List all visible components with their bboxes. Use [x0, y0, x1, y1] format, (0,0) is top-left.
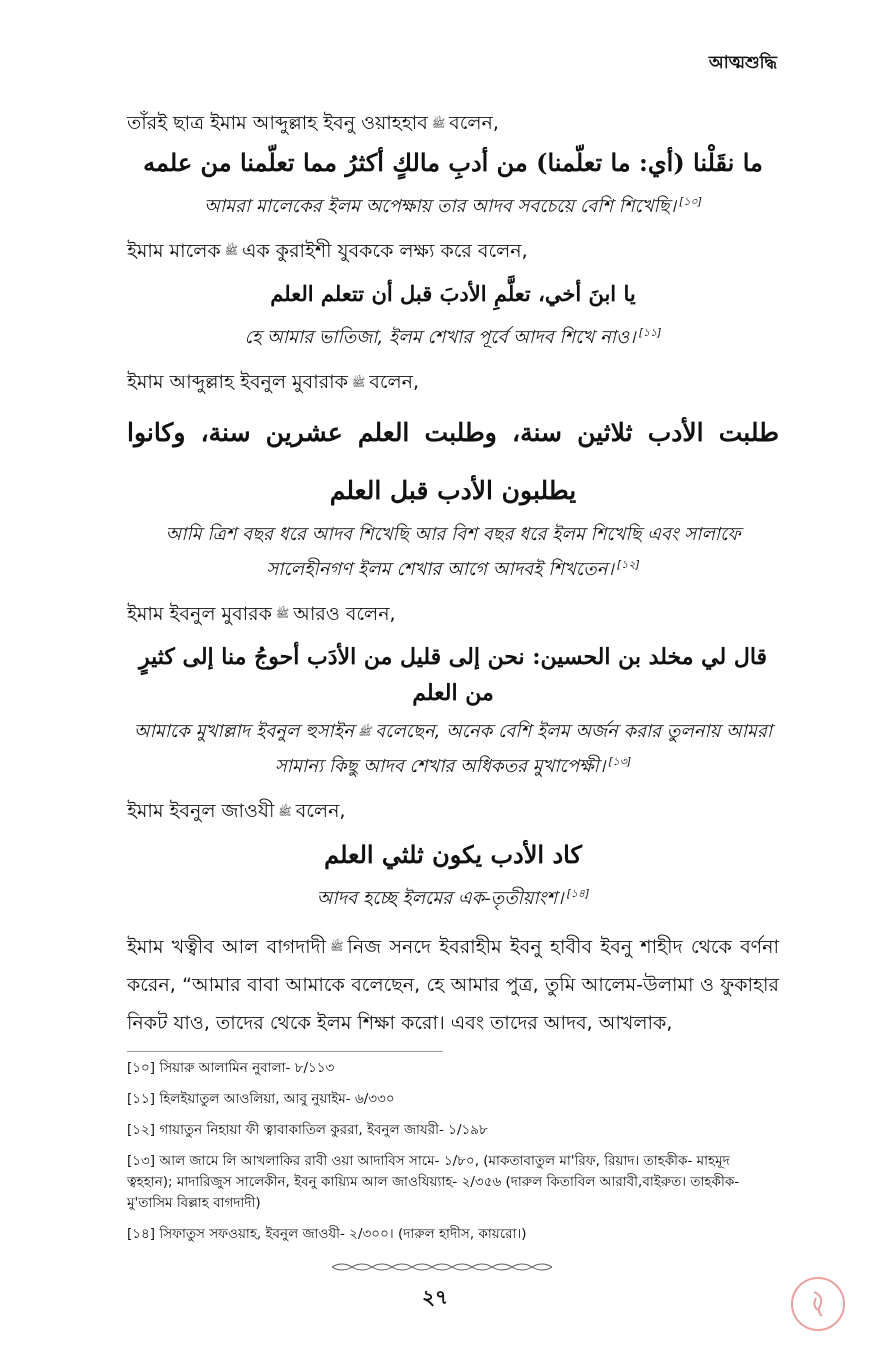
- honorific-icon: ﷺ: [357, 725, 372, 738]
- arabic-quote-1: ما نقَلْنا (أي: ما تعلّمنا) من أدبِ مالكٍ أكثرُ مما تعلّمنا من علمه: [143, 147, 763, 177]
- footnote-12: [১২] গায়াতুন নিহায়া ফী ত্বাবাকাতিল কুররা, ইবনুল জাযরী- ১/১৯৮: [127, 1122, 488, 1138]
- intro-line-1: তাঁরই ছাত্র ইমাম আব্দুল্লাহ ইবনু ওয়াহহাব ﷺ বলেন,: [127, 108, 779, 139]
- translation-5: আদব হচ্ছে ইলমের এক-তৃতীয়াংশ। [১৪]: [316, 886, 590, 909]
- footnote-14: [১৪] সিফাতুস সফওয়াহ, ইবনুল জাওযী- ২/৩০০। (দারুল হাদীস, কায়রো।): [127, 1226, 527, 1242]
- body-paragraph: ইমাম খত্বীব আল বাগদাদী ﷺ নিজ সনদে ইবরাহীম ইবনু হাবীব ইবনু শাহীদ থেকে বর্ণনা করেন, “আমার বাবা আমাকে বলেছেন, হে আমার পুত্র, তুমি আলেম-উলামা ও ফুকাহার নিকট যাও, তাদের থেকে ইলম শিক্ষা করো। এবং তাদের আদব, আখলাক,: [127, 928, 779, 1043]
- footnote-13: [১৩] আল জামে লি আখলাকির রাবী ওয়া আদাবিস সামে- ১/৮০, (মাকতাবাতুল মা'রিফ, রিয়াদ। তাহকীক- মাহমূদ ত্বহহান); মাদারিজুস সালেকীন, ইবনু কায়্যিম আল জাওযিয়্যাহ- ২/৩৫৬ (দারুল কিতাবিল আরাবী,বাইরুত। তাহকীক- মু'তাসিম বিল্লাহ বাগদাদী): [127, 1153, 740, 1211]
- intro-line-4: ইমাম ইবনুল মুবারক ﷺ আরও বলেন,: [127, 599, 779, 630]
- intro-line-5: ইমাম ইবনুল জাওযী ﷺ বলেন,: [127, 796, 779, 827]
- intro-line-3: ইমাম আব্দুল্লাহ ইবনুল মুবারাক ﷺ বলেন,: [127, 367, 779, 398]
- page-number: ২৭: [421, 1285, 448, 1309]
- footnote-ref[interactable]: [১২]: [616, 557, 640, 571]
- translation-1: আমরা মালেকের ইলম অপেক্ষায় তার আদব সবচেয়ে বেশি শিখেছি। [১০]: [204, 194, 702, 217]
- arabic-quote-5: كاد الأدب يكون ثلثي العلم: [324, 839, 582, 869]
- footnote-ref[interactable]: [১১]: [638, 326, 662, 339]
- arabic-quote-4: قال لي مخلد بن الحسين: نحن إلى قليل من الأدَب أحوجُ منا إلى كثيرٍ من العلم: [138, 644, 768, 706]
- translation-4: আমাকে মুখাল্লাদ ইবনুল হুসাইন ﷺ বলেছেন, অনেক বেশি ইলম অর্জন করার তুলনায় আমরা সামান্য কিছু আদব শেখার অধিকতর মুখাপেক্ষী। [১৩]: [127, 717, 779, 782]
- arabic-quote-3: طلبت الأدب ثلاثين سنة، وطلبت العلم عشرين سنة، وكانوا يطلبون الأدب قبل العلم: [127, 417, 779, 505]
- honorific-icon: ﷺ: [275, 607, 290, 620]
- honorific-icon: ﷺ: [330, 940, 344, 953]
- translation-2: হে আমার ভাতিজা, ইলম শেখার পূর্বে আদব শিখে নাও। [১১]: [244, 326, 662, 348]
- publisher-logo-icon: [790, 1276, 846, 1332]
- arabic-quote-2: يا ابنَ أخي، تعلَّمِ الأدبَ قبل أن تتعلم العلم: [270, 281, 636, 306]
- honorific-icon: ﷺ: [224, 244, 238, 257]
- page-body: [127, 108, 779, 1042]
- translation-3: আমি ত্রিশ বছর ধরে আদব শিখেছি আর বিশ বছর ধরে ইলম শিখেছি এবং সালাফে সালেহীনগণ ইলম শেখার আগে আদবই শিখতেন। [১২]: [165, 523, 741, 580]
- intro-line-2: ইমাম মালেক ﷺ এক কুরাইশী যুবককে লক্ষ্য করে বলেন,: [127, 236, 779, 267]
- honorific-icon: ﷺ: [278, 804, 292, 818]
- footnote-10: [১০] সিয়ারু আলামিন নুবালা- ৮/১১৩: [127, 1060, 335, 1076]
- footnote-ref[interactable]: [১০]: [679, 194, 702, 208]
- footnote-ref[interactable]: [১৪]: [566, 886, 590, 900]
- footnote-divider: [127, 1051, 443, 1052]
- footnote-11: [১১] হিলইয়াতুল আওলিয়া, আবু নুয়াইম- ৬/৩৩০: [127, 1091, 395, 1107]
- ornament-divider-icon: [332, 1261, 552, 1273]
- honorific-icon: ﷺ: [431, 116, 446, 130]
- honorific-icon: ﷺ: [351, 375, 366, 389]
- footnote-ref[interactable]: [১৩]: [608, 755, 632, 768]
- running-header: আত্মশুদ্ধি: [708, 53, 777, 73]
- footnotes: [127, 1058, 779, 1255]
